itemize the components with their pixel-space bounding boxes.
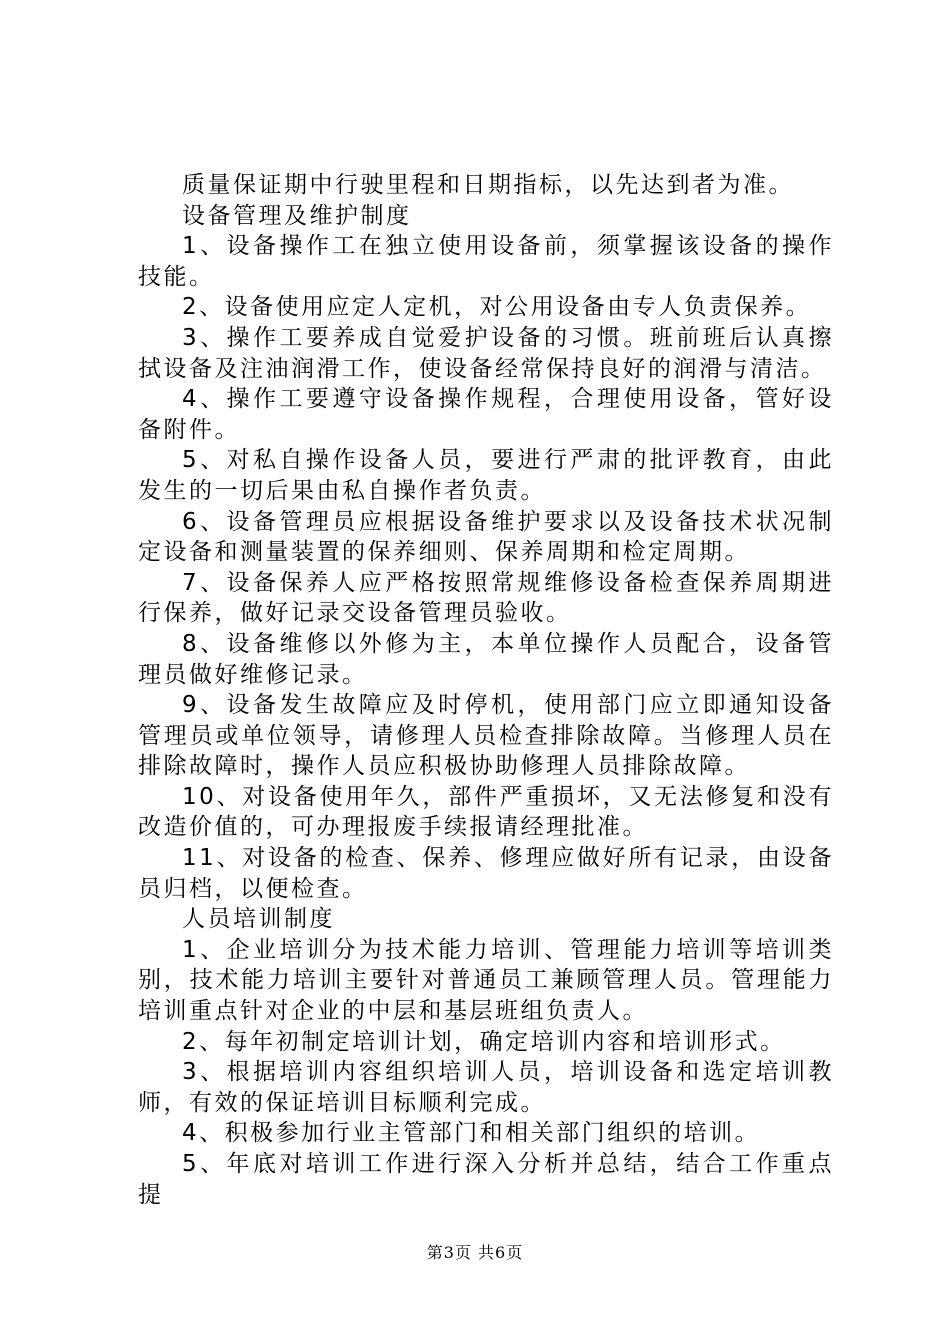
paragraph: 11、对设备的检查、保养、修理应做好所有记录，由设备员归档，以便检查。 [138, 845, 834, 902]
paragraph: 5、对私自操作设备人员，要进行严肃的批评教育，由此发生的一切后果由私自操作者负责。 [138, 447, 834, 504]
paragraph: 2、设备使用应定人定机，对公用设备由专人负责保养。 [182, 294, 812, 321]
section-heading-equipment: 设备管理及维护制度 [182, 202, 412, 229]
page-number-footer: 第3页 共6页 [426, 1243, 524, 1262]
document-body [138, 170, 834, 1210]
paragraph: 6、设备管理员应根据设备维护要求以及设备技术状况制定设备和测量装置的保养细则、保养周期和检定周期。 [138, 508, 834, 566]
paragraph: 3、根据培训内容组织培训人员，培训设备和选定培训教师，有效的保证培训目标顺利完成。 [138, 1059, 834, 1116]
paragraph: 10、对设备使用年久，部件严重损坏，又无法修复和没有改造价值的，可办理报废手续报请经理批准。 [138, 783, 834, 841]
paragraph: 1、企业培训分为技术能力培训、管理能力培训等培训类别，技术能力培训主要针对普通员工兼顾管理人员。管理能力培训重点针对企业的中层和基层班组负责人。 [138, 936, 834, 1025]
paragraph: 7、设备保养人应严格按照常规维修设备检查保养周期进行保养，做好记录交设备管理员验收。 [138, 569, 834, 627]
paragraph: 1、设备操作工在独立使用设备前，须掌握该设备的操作技能。 [138, 233, 834, 290]
paragraph: 2、每年初制定培训计划，确定培训内容和培训形式。 [182, 1028, 786, 1055]
paragraph: 5、年底对培训工作进行深入分析并总结，结合工作重点提 [138, 1151, 834, 1208]
paragraph: 4、操作工要遵守设备操作规程，合理使用设备，管好设备附件。 [138, 386, 834, 443]
paragraph: 质量保证期中行驶里程和日期指标，以先达到者为准。 [182, 172, 794, 198]
paragraph: 9、设备发生故障应及时停机，使用部门应立即通知设备管理员或单位领导，请修理人员检查排除故障。当修理人员在排除故障时，操作人员应积极协助修理人员排除故障。 [138, 692, 834, 780]
paragraph: 8、设备维修以外修为主，本单位操作人员配合，设备管理员做好维修记录。 [138, 630, 834, 688]
paragraph: 3、操作工要养成自觉爱护设备的习惯。班前班后认真擦拭设备及注油润滑工作，使设备经常保持良好的润滑与清洁。 [138, 324, 834, 382]
section-heading-training: 人员培训制度 [182, 906, 335, 933]
paragraph: 4、积极参加行业主管部门和相关部门组织的培训。 [182, 1120, 761, 1147]
